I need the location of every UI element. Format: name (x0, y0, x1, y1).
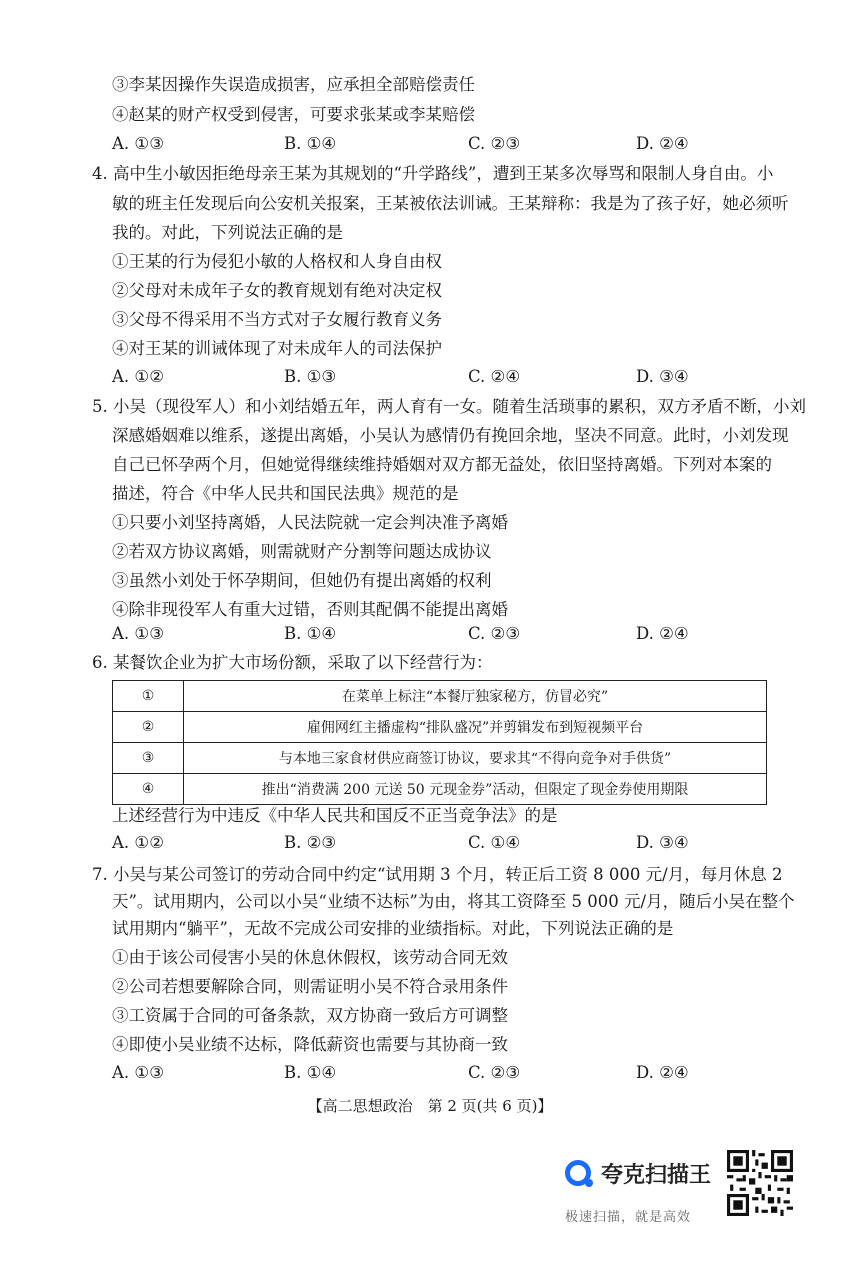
row-number: ④ (113, 774, 184, 805)
q5-options (112, 624, 792, 646)
option-c: C. ②③ (468, 1063, 521, 1082)
q4-options (112, 367, 792, 389)
q7-item: ①由于该公司侵害小吴的休息休假权，该劳动合同无效 (112, 948, 508, 967)
q5-stem-line: 5. 小吴（现役军人）和小刘结婚五年，两人育有一女。随着生活琐事的累积，双方矛盾不断，小刘 (92, 397, 806, 416)
option-c: C. ②③ (468, 134, 521, 153)
q4-item: ②父母对未成年子女的教育规划有绝对决定权 (112, 281, 442, 300)
option-d: D. ②④ (636, 134, 689, 153)
option-c: C. ②③ (468, 624, 521, 643)
q5-item: ④除非现役军人有重大过错，否则其配偶不能提出离婚 (112, 600, 508, 619)
option-a: A. ①② (112, 367, 164, 386)
option-b: B. ①④ (284, 624, 337, 643)
option-a: A. ①③ (112, 1063, 164, 1082)
scanner-watermark (565, 1150, 795, 1250)
q7-stem-line: 7. 小吴与某公司签订的劳动合同中约定“试用期 3 个月，转正后工资 8 000 元/月，每月休息 2 (92, 865, 783, 884)
q7-item: ④即使小吴业绩不达标，降低薪资也需要与其协商一致 (112, 1035, 508, 1054)
q5-stem-line: 深感婚姻难以维系，遂提出离婚，小吴认为感情仍有挽回余地，坚决不同意。此时，小刘发现 (112, 426, 789, 445)
option-a: A. ①③ (112, 624, 164, 643)
table-row (113, 774, 767, 805)
table-row (113, 743, 767, 774)
option-b: B. ②③ (284, 833, 337, 852)
q7-item: ③工资属于合同的可备条款，双方协商一致后方可调整 (112, 1006, 508, 1025)
option-b: B. ①③ (284, 367, 337, 386)
option-c: C. ②④ (468, 367, 521, 386)
business-conduct-table (112, 680, 767, 805)
row-text: 推出“消费满 200 元送 50 元现金券”活动，但限定了现金券使用期限 (184, 774, 767, 805)
q6-intro: 6. 某餐饮企业为扩大市场份额，采取了以下经营行为： (92, 653, 493, 672)
brand-name: 夸克扫描王 (601, 1163, 712, 1188)
option-a: A. ①③ (112, 134, 164, 153)
q4-item: ④对王某的训诫体现了对未成年人的司法保护 (112, 339, 442, 358)
q5-stem-line: 自己已怀孕两个月，但她觉得继续维持婚姻对双方都无益处，依旧坚持离婚。下列对本案的 (112, 455, 772, 474)
option-a: A. ①② (112, 833, 164, 852)
row-text: 与本地三家食材供应商签订协议，要求其“不得向竞争对手供货” (184, 743, 767, 774)
row-text: 雇佣网红主播虚构“排队盛况”并剪辑发布到短视频平台 (184, 712, 767, 743)
row-number: ① (113, 681, 184, 712)
option-b: B. ①④ (284, 1063, 337, 1082)
row-text: 在菜单上标注“本餐厅独家秘方，仿冒必究” (184, 681, 767, 712)
option-c: C. ①④ (468, 833, 521, 852)
q3-item-3: ③李某因操作失误造成损害，应承担全部赔偿责任 (112, 75, 475, 94)
q6-question: 上述经营行为中违反《中华人民共和国反不正当竞争法》的是 (112, 806, 558, 825)
option-d: D. ②④ (636, 624, 689, 643)
q3-options (112, 134, 792, 156)
q5-item: ②若双方协议离婚，则需就财产分割等问题达成协议 (112, 542, 492, 561)
q3-item-4: ④赵某的财产权受到侵害，可要求张某或李某赔偿 (112, 105, 475, 124)
q4-item: ①王某的行为侵犯小敏的人格权和人身自由权 (112, 252, 442, 271)
option-d: D. ③④ (636, 367, 689, 386)
table-row (113, 712, 767, 743)
q6-options (112, 833, 792, 855)
option-d: D. ③④ (636, 833, 689, 852)
option-b: B. ①④ (284, 134, 337, 153)
q7-stem-line: 试用期内“躺平”，无故不完成公司安排的业绩指标。对此，下列说法正确的是 (112, 919, 674, 938)
page-footer: 【高二思想政治 第 2 页(共 6 页)】 (307, 1097, 553, 1115)
row-number: ③ (113, 743, 184, 774)
option-d: D. ②④ (636, 1063, 689, 1082)
q7-item: ②公司若想要解除合同，则需证明小吴不符合录用条件 (112, 977, 508, 996)
row-number: ② (113, 712, 184, 743)
q5-item: ①只要小刘坚持离婚，人民法院就一定会判决准予离婚 (112, 513, 508, 532)
q7-stem-line: 天”。试用期内，公司以小吴“业绩不达标”为由，将其工资降至 5 000 元/月，随后小吴在整个 (112, 892, 795, 911)
q5-stem-line: 描述，符合《中华人民共和国民法典》规范的是 (112, 484, 459, 503)
q4-stem-line: 敏的班主任发现后向公安机关报案，王某被依法训诫。王某辩称：我是为了孩子好，她必须听 (112, 194, 789, 213)
q4-stem-line: 4. 高中生小敏因拒绝母亲王某为其规划的“升学路线”，遭到王某多次辱骂和限制人身自由。小 (92, 164, 774, 183)
q7-options (112, 1063, 792, 1085)
q4-item: ③父母不得采用不当方式对子女履行教育义务 (112, 310, 442, 329)
q5-item: ③虽然小刘处于怀孕期间，但她仍有提出离婚的权利 (112, 571, 492, 590)
q4-stem-line: 我的。对此，下列说法正确的是 (112, 223, 343, 242)
qr-code-icon (727, 1150, 793, 1216)
brand-slogan: 极速扫描，就是高效 (565, 1210, 692, 1225)
quark-logo-dot (585, 1179, 593, 1187)
table-row (113, 681, 767, 712)
